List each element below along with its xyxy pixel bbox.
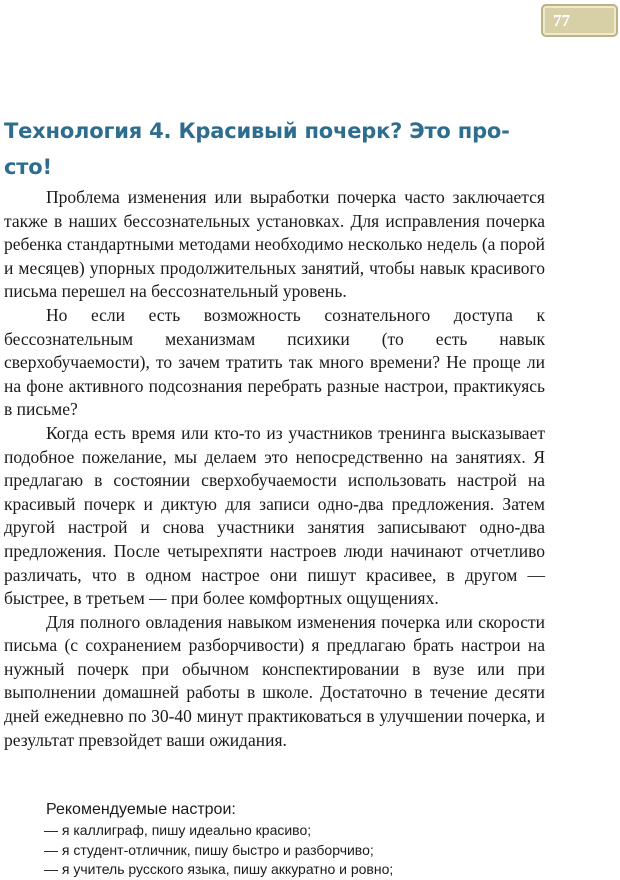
- section-title-line: сто!: [4, 155, 52, 179]
- page-number-badge: [541, 4, 618, 37]
- page-number: 77: [553, 11, 570, 30]
- paragraph: Но если есть возможность сознательного доступа к бессознательным механизмам психики (то есть навык сверхобучаемости), то зачем тратить так много времени? Не проще ли на фоне активного подсознания перебрать разные настрои, практикуясь в письме?: [4, 304, 545, 420]
- section-title: [4, 113, 564, 185]
- list-item: — я студент-отличник, пишу быстро и разборчиво;: [44, 841, 374, 858]
- list-item: — я учитель русского языка, пишу аккуратно и ровно;: [44, 861, 394, 877]
- paragraph: Когда есть время или кто-то из участников тренинга высказывает подобное пожелание, мы делаем это непосредственно на занятиях. Я предлагаю в состоянии сверхобучаемости использовать настрой на красивый почерк и диктую для записи одно-два предложения. Затем другой настрой и снова участники занятия записывают одно-два предложения. После четырехпяти настроев люди начинают отчетливо различать, что в одном настрое они пишут красивее, в другом — быстрее, в третьем — при более комфортных ощущениях.: [4, 422, 545, 609]
- body-text: [4, 186, 545, 752]
- list-item: — я каллиграф, пишу идеально красиво;: [44, 822, 312, 838]
- paragraph: Для полного овладения навыком изменения почерка или скорости письма (с сохранением разборчивости) я предлагаю брать настрои на нужный почерк при обычном конспектировании в вузе или при выполнении домашней работы в школе. Достаточно в течение десяти дней ежедневно по 30-40 минут практиковаться в улучшении почерка, и результат превзойдет ваши ожидания.: [4, 611, 545, 750]
- paragraph: Проблема изменения или выработки почерка часто заключается также в наших бессознательных установках. Для исправления почерка ребенка стандартными методами необходимо несколько недель (а порой и месяцев) упорных продолжительных занятий, чтобы навык красивого письма перешел на бессознательный уровень.: [4, 187, 545, 302]
- recommended-heading: Рекомендуемые настрои:: [46, 801, 236, 818]
- recommended-list: [44, 821, 393, 880]
- section-title-line: Технология 4. Красивый почерк? Это про-: [4, 119, 510, 143]
